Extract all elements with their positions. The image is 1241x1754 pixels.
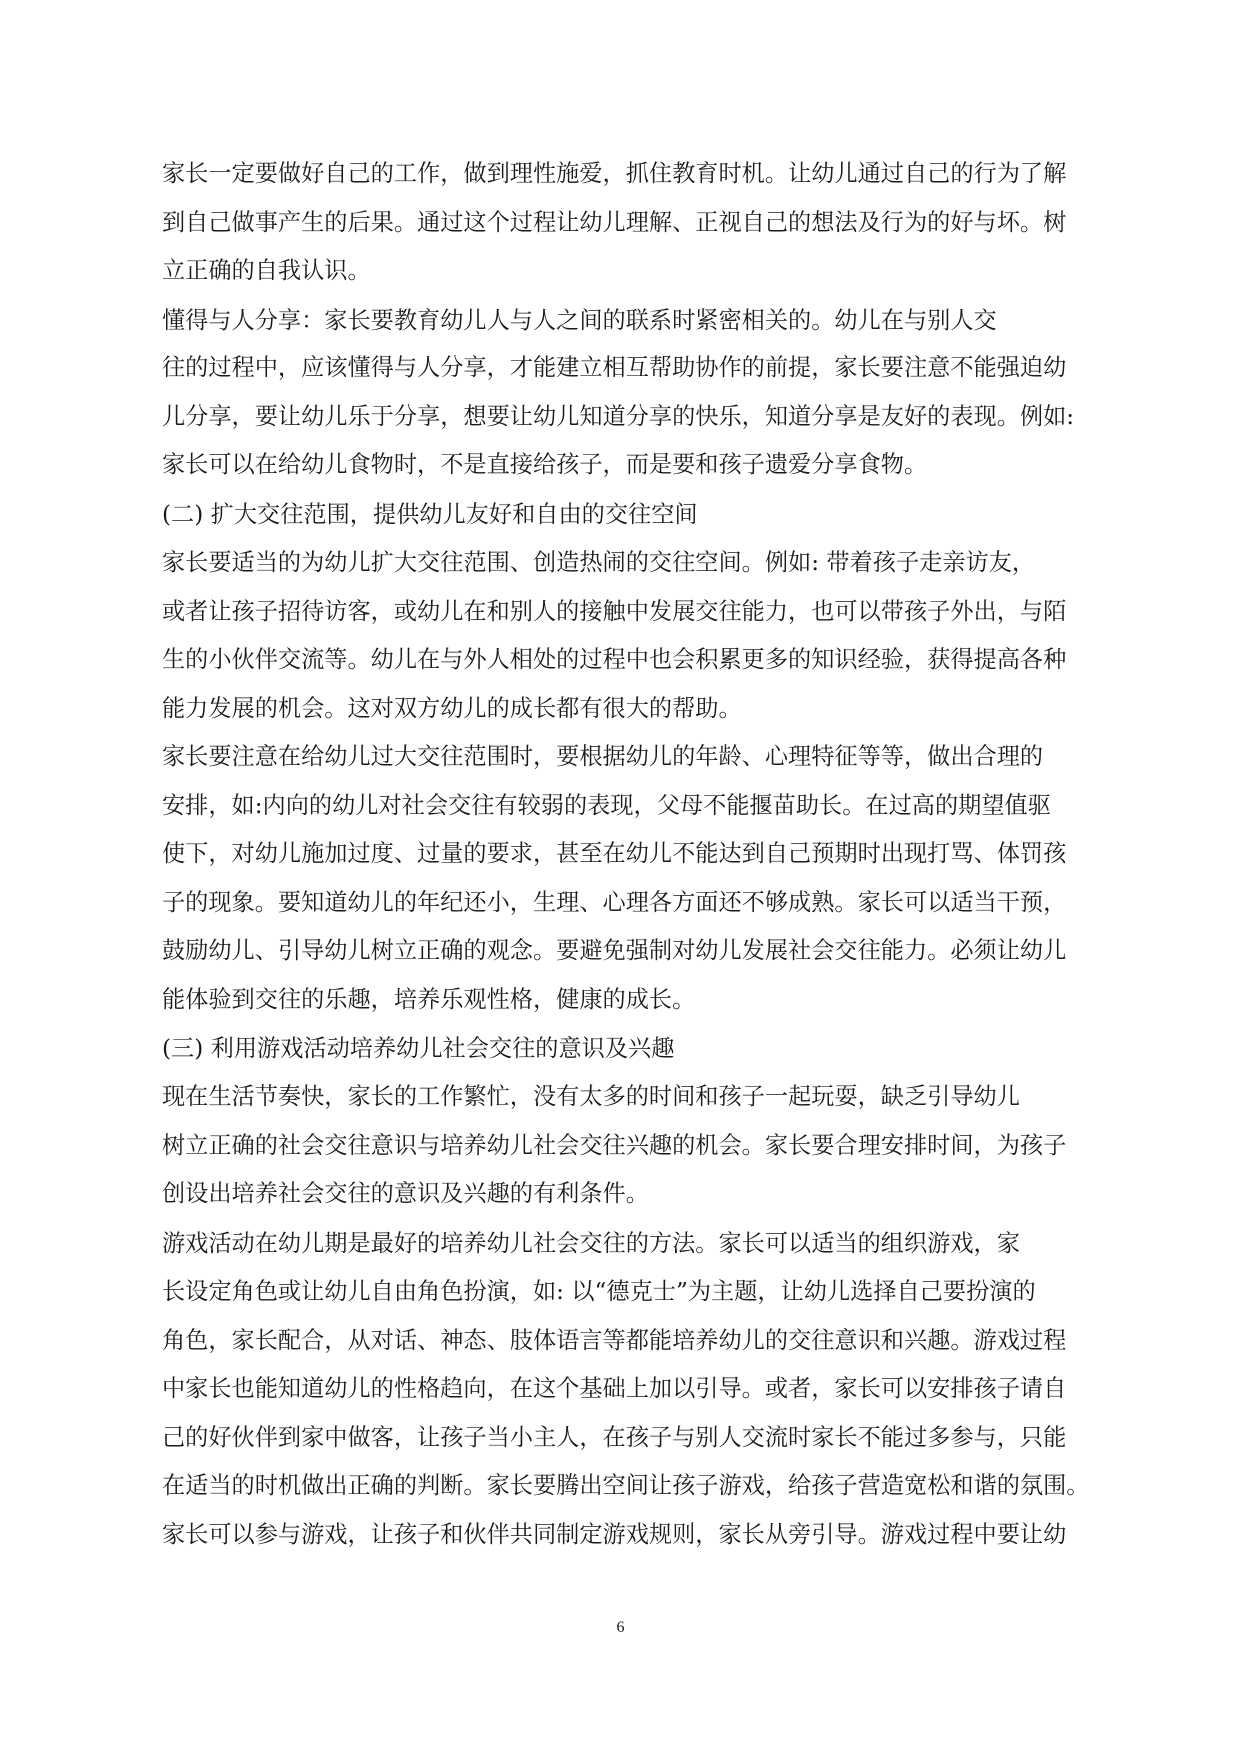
text-line: 子的现象。要知道幼儿的年纪还小，生理、心理各方面还不够成熟。家长可以适当干预， — [162, 889, 1067, 916]
text-line: 生的小伙伴交流等。幼儿在与外人相处的过程中也会积累更多的知识经验，获得提高各种 — [162, 646, 1067, 673]
text-line: 家长要注意在给幼儿过大交往范围时，要根据幼儿的年龄、心理特征等等，做出合理的 — [162, 743, 1044, 770]
text-line: 角色，家长配合，从对话、神态、肢体语言等都能培养幼儿的交往意识和兴趣。游戏过程 — [162, 1327, 1067, 1354]
text-line: 树立正确的社会交往意识与培养幼儿社会交往兴趣的机会。家长要合理安排时间，为孩子 — [162, 1132, 1067, 1159]
text-line: 能体验到交往的乐趣，培养乐观性格，健康的成长。 — [162, 986, 696, 1013]
text-line: 鼓励幼儿、引导幼儿树立正确的观念。要避免强制对幼儿发展社会交往能力。必须让幼儿 — [162, 937, 1067, 964]
text-line: 到自己做事产生的后果。通过这个过程让幼儿理解、正视自己的想法及行为的好与坏。树 — [162, 209, 1067, 236]
text-line: 能力发展的机会。这对双方幼儿的成长都有很大的帮助。 — [162, 695, 742, 722]
text-line: 安排，如:内向的幼儿对社会交往有较弱的表现，父母不能揠苗助长。在过高的期望值驱 — [162, 792, 1051, 819]
text-line: 创设出培养社会交往的意识及兴趣的有利条件。 — [162, 1180, 649, 1207]
text-line: 使下，对幼儿施加过度、过量的要求，甚至在幼儿不能达到自己预期时出现打骂、体罚孩 — [162, 840, 1067, 867]
text-line: 或者让孩子招待访客，或幼儿在和别人的接触中发展交往能力，也可以带孩子外出，与陌 — [162, 598, 1067, 625]
text-line: 现在生活节奏快，家长的工作繁忙，没有太多的时间和孩子一起玩耍，缺乏引导幼儿 — [162, 1083, 1020, 1110]
text-line: 往的过程中，应该懂得与人分享，才能建立相互帮助协作的前提，家长要注意不能强迫幼 — [162, 354, 1067, 381]
section-heading-3: (三) 利用游戏活动培养幼儿社会交往的意识及兴趣 — [162, 1035, 675, 1062]
text-line: 家长要适当的为幼儿扩大交往范围、创造热闹的交往空间。例如: 带着孩子走亲访友， — [162, 549, 1036, 576]
text-line: 儿分享，要让幼儿乐于分享，想要让幼儿知道分享的快乐，知道分享是友好的表现。例如: — [162, 403, 1075, 430]
text-line: 游戏活动在幼儿期是最好的培养幼儿社会交往的方法。家长可以适当的组织游戏，家 — [162, 1230, 1020, 1257]
text-line: 中家长也能知道幼儿的性格趋向，在这个基础上加以引导。或者，家长可以安排孩子请自 — [162, 1375, 1067, 1402]
text-line: 家长一定要做好自己的工作，做到理性施爱，抓住教育时机。让幼儿通过自己的行为了解 — [162, 160, 1067, 187]
text-line: 懂得与人分享：家长要教育幼儿人与人之间的联系时紧密相关的。幼儿在与别人交 — [162, 307, 997, 334]
text-line: 己的好伙伴到家中做客，让孩子当小主人，在孩子与别人交流时家长不能过多参与，只能 — [162, 1424, 1067, 1451]
text-line: 家长可以在给幼儿食物时，不是直接给孩子，而是要和孩子遗爱分享食物。 — [162, 451, 928, 478]
text-line: 立正确的自我认识。 — [162, 257, 371, 284]
section-heading-2: (二) 扩大交往范围，提供幼儿友好和自由的交往空间 — [162, 501, 698, 528]
text-line: 家长可以参与游戏，让孩子和伙伴共同制定游戏规则，家长从旁引导。游戏过程中要让幼 — [162, 1521, 1067, 1548]
text-line: 长设定角色或让幼儿自由角色扮演，如: 以“德克士”为主题，让幼儿选择自己要扮演的 — [162, 1278, 1036, 1305]
page-number: 6 — [616, 1619, 625, 1636]
text-line: 在适当的时机做出正确的判断。家长要腾出空间让孩子游戏，给孩子营造宽松和谐的氛围。 — [162, 1472, 1090, 1499]
